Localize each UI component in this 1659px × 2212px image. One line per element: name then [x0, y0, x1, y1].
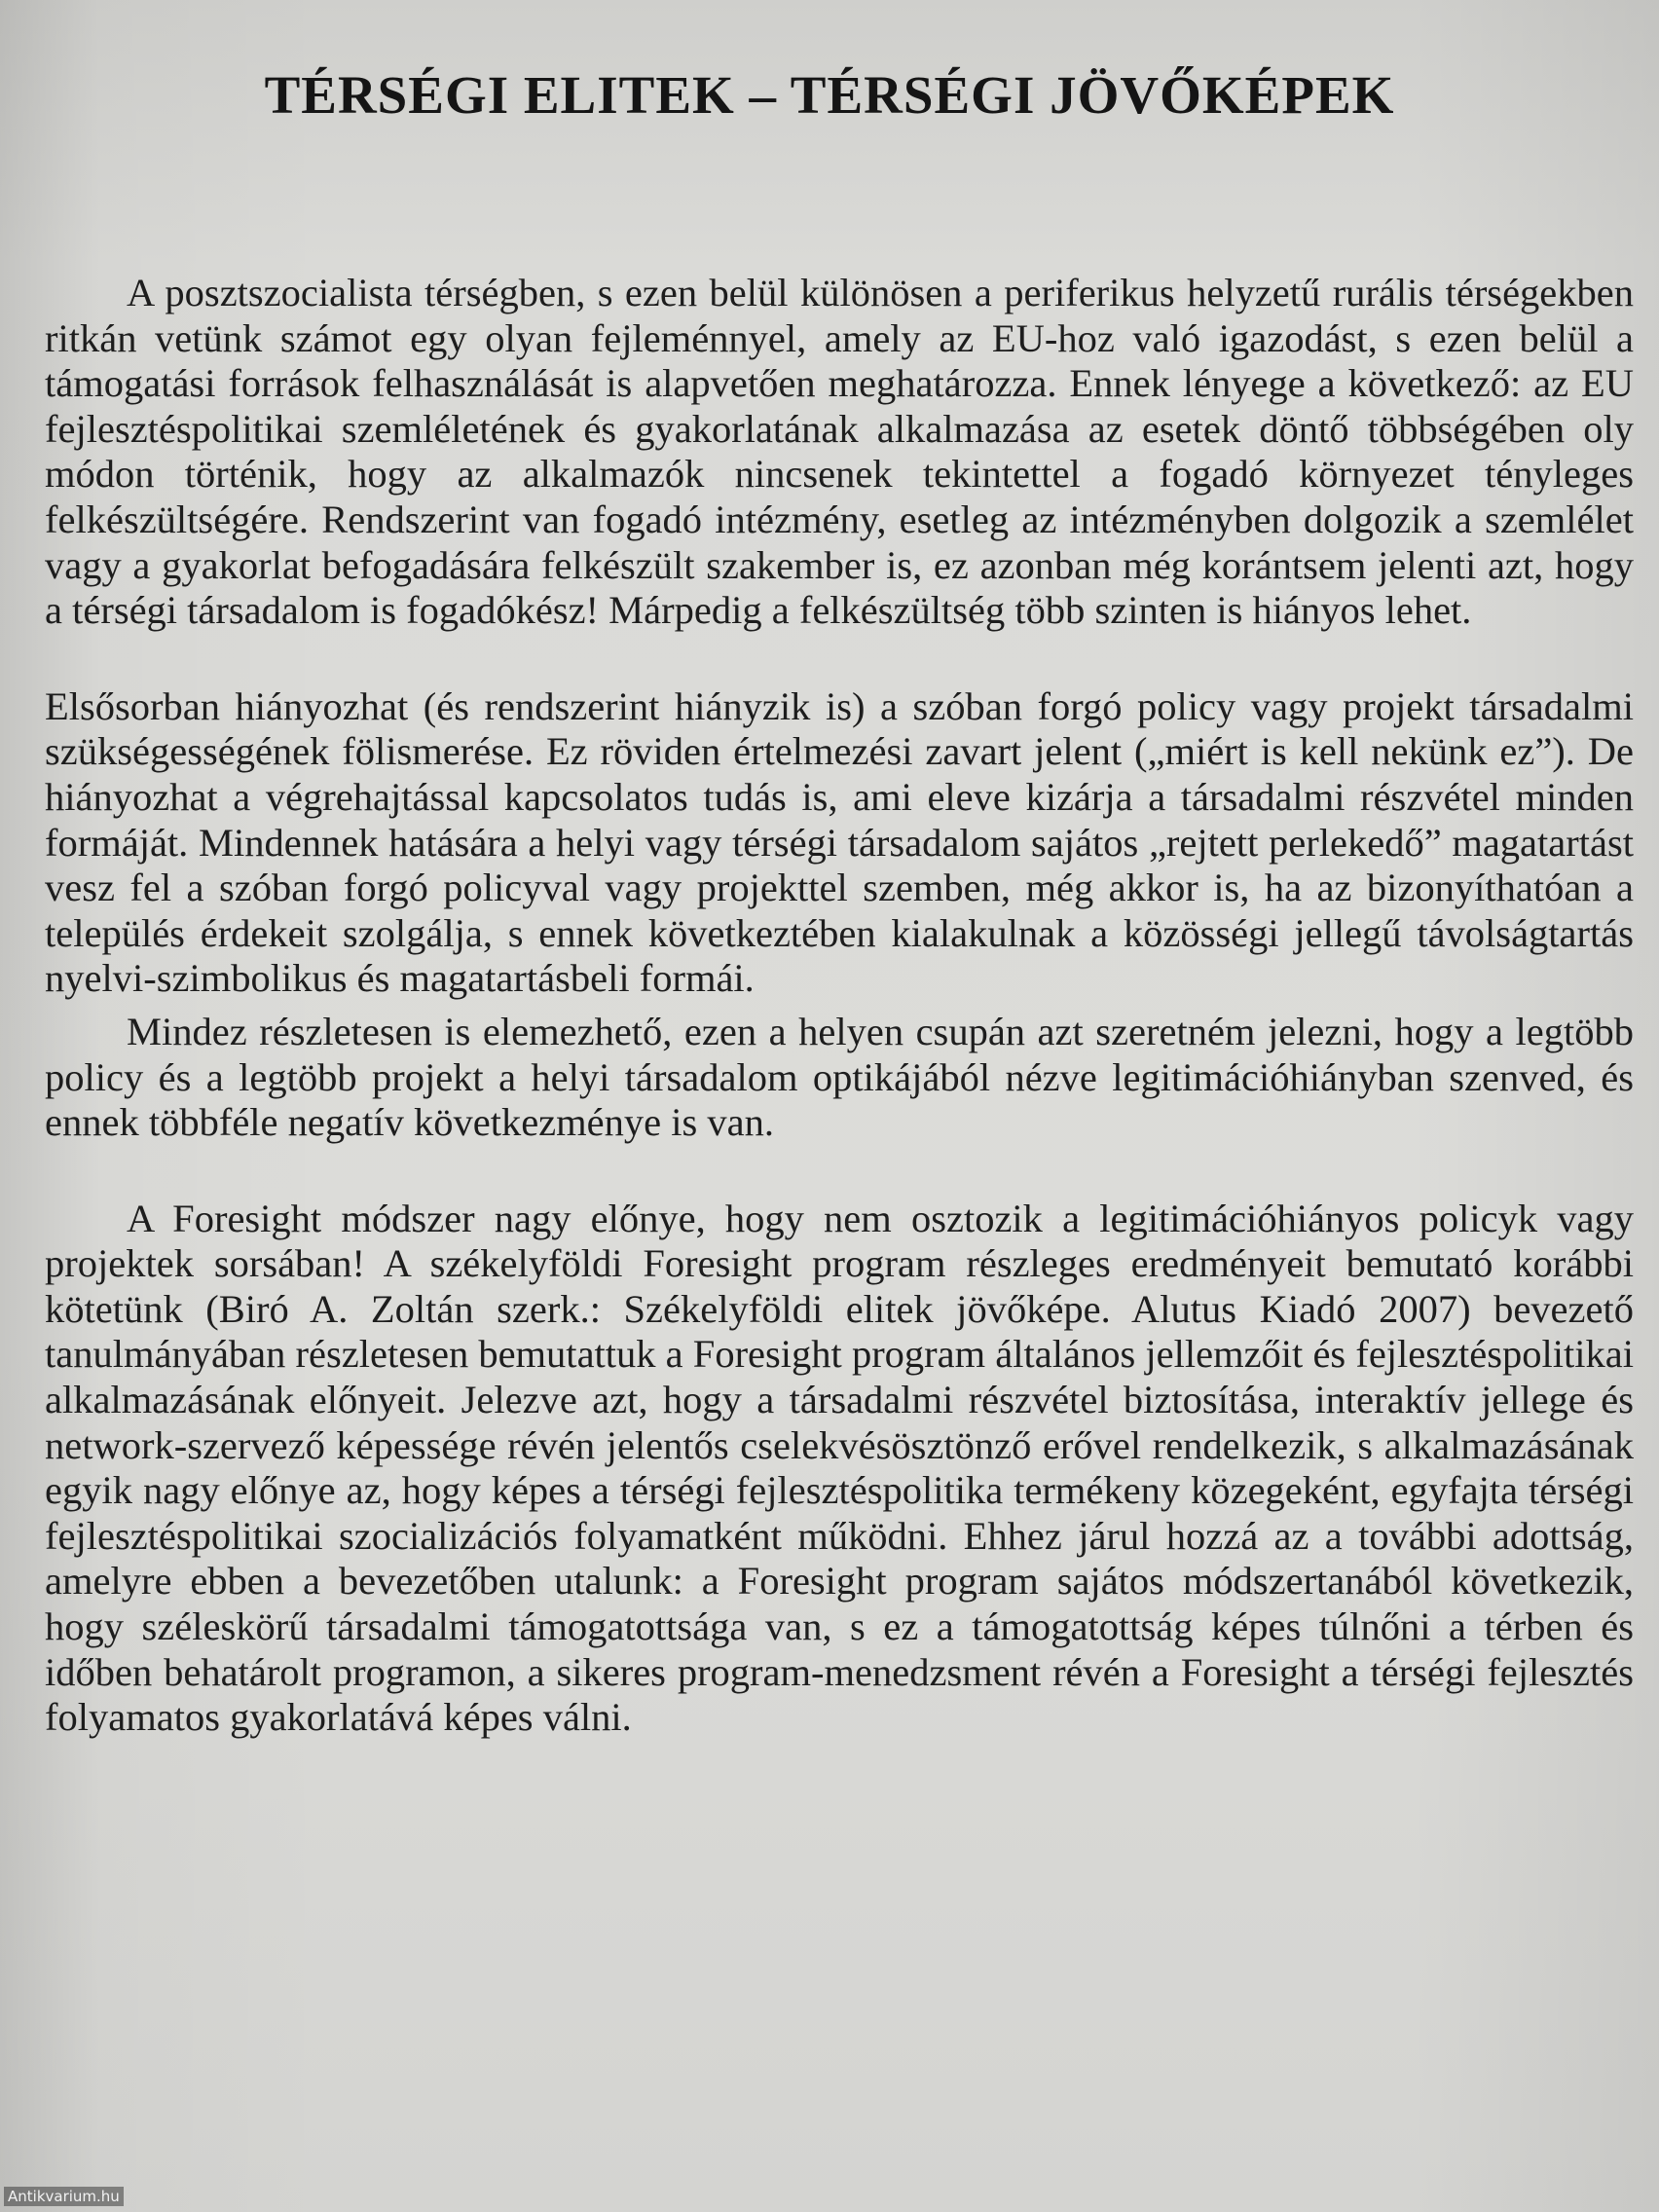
paragraph-1: A posztszocialista térségben, s ezen belül különösen a periferikus helyzetű rurális térségekben ritkán vetünk számot egy olyan fejleménnyel, amely az EU-hoz való igazodást, s ezen belül a támogatási források felhasználását is alapvetően meghatározza. Ennek lényege a következő: az EU fejlesztéspolitikai szemléletének és gyakorlatának alkalmazása az esetek döntő többségében oly módon történik, hogy az alkalmazók nincsenek tekintettel a fogadó környezet tényleges felkészültségére. Rendszerint van fogadó intézmény, esetleg az intézményben dolgozik a szemlélet vagy a gyakorlat befogadására felkészült szakember is, ez azonban még korántsem jelenti azt, hogy a térségi társadalom is fogadókész! Márpedig a felkészültség több szinten is hiányos lehet.: [45, 271, 1634, 633]
paragraph-4: A Foresight módszer nagy előnye, hogy nem osztozik a legitimációhiányos policyk vagy projektek sorsában! A székelyföldi Foresight program részleges eredményeit bemutató korábbi kötetünk (Biró A. Zoltán szerk.: Székelyföldi elitek jövőképe. Alutus Kiadó 2007) bevezető tanulmányában részletesen bemutattuk a Foresight program általános jellemzőit és fejlesztéspolitikai alkalmazásának előnyeit. Jelezve azt, hogy a társadalmi részvétel biztosítása, interaktív jellege és network-szervező képessége révén jelentős cselekvésösztönző erővel rendelkezik, s alkalmazásának egyik nagy előnye az, hogy képes a térségi fejlesztéspolitika termékeny közegeként, egyfajta térségi fejlesztéspolitikai szocializációs folyamatként működni. Ehhez járul hozzá az a további adottság, amelyre ebben a bevezetőben utalunk: a Foresight program sajátos módszertanából következik, hogy széleskörű társadalmi támogatottsága van, s ez a támogatottság képes túlnőni a térben és időben behatárolt programon, a sikeres program-menedzsment révén a Foresight a térségi fejlesztés folyamatos gyakorlatává képes válni.: [45, 1196, 1634, 1740]
page-title: TÉRSÉGI ELITEK – TÉRSÉGI JÖVŐKÉPEK: [264, 65, 1395, 125]
watermark: Antikvarium.hu: [4, 2187, 124, 2206]
paragraph-3: Mindez részletesen is elemezhető, ezen a helyen csupán azt szeretném jelezni, hogy a legtöbb policy és a legtöbb projekt a helyi társadalom optikájából nézve legitimációhiányban szenved, és ennek többféle negatív következménye is van.: [45, 1009, 1634, 1145]
article-body: [45, 271, 1634, 1741]
paragraph-2: Elsősorban hiányozhat (és rendszerint hiányzik is) a szóban forgó policy vagy projekt társadalmi szükségességének fölismerése. Ez röviden értelmezési zavart jelent („miért is kell nekünk ez”). De hiányozhat a végrehajtással kapcsolatos tudás is, ami eleve kizárja a társadalmi részvétel minden formáját. Mindennek hatására a helyi vagy térségi társadalom sajátos „rejtett perlekedő” magatartást vesz fel a szóban forgó policyval vagy projekttel szemben, még akkor is, ha az bizonyíthatóan a település érdekeit szolgálja, s ennek következtében kialakulnak a közösségi jellegű távolságtartás nyelvi-szimbolikus és magatartásbeli formái.: [45, 683, 1634, 1001]
